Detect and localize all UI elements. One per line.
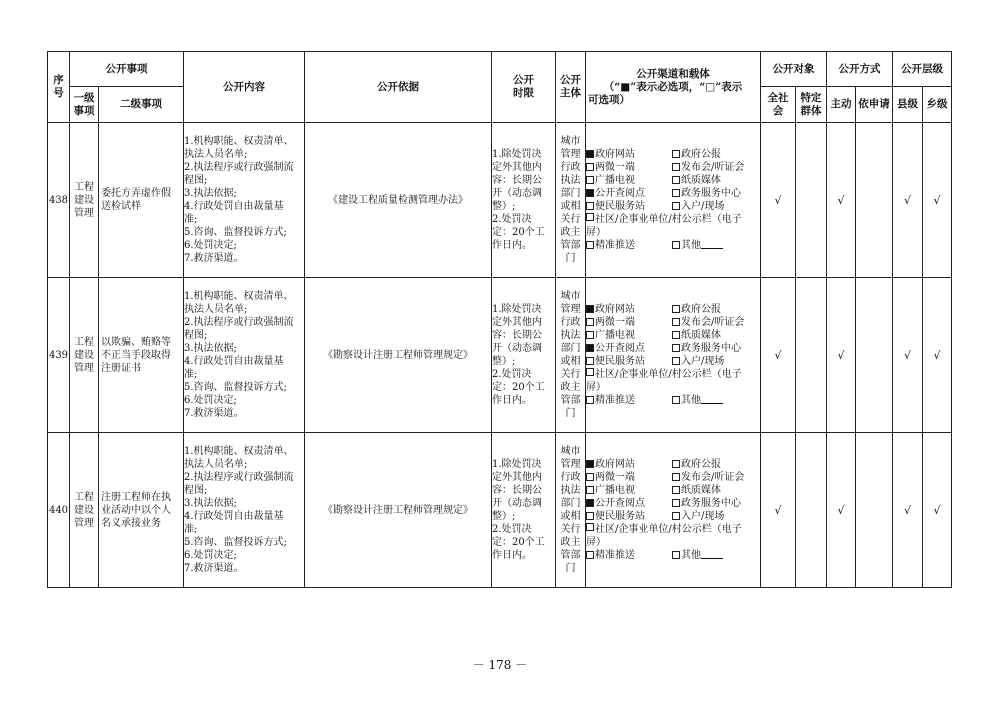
timing-line: 整）; <box>492 511 516 522</box>
check-whole-society: √ <box>761 278 796 433</box>
channel-public-reading: 公开查阅点 <box>595 343 645 354</box>
disclosure-subject: 城市 管理 行政 执法 部门 或相 关行 政主 管部 门 <box>556 433 586 588</box>
timing-line: 2.处罚决 <box>492 524 532 535</box>
header-level1: 一级 事项 <box>70 87 99 123</box>
channel-paper-media: 纸质媒体 <box>681 175 721 186</box>
empty-box-icon <box>586 176 594 184</box>
header-on-request: 依申请 <box>856 87 893 123</box>
timing-line: 开（动态调 <box>492 343 542 354</box>
channel-gov-site: 政府网站 <box>595 304 635 315</box>
channel-door-to-door: 入户/现场 <box>681 511 725 522</box>
contents-line: 6.处罚决定; <box>184 395 237 406</box>
contents-line: 1.机构职能、权责清单、 <box>184 446 294 457</box>
empty-box-icon <box>586 331 594 339</box>
header-level: 公开层级 <box>893 52 952 87</box>
channel-broadcast: 广播电视 <box>595 175 635 186</box>
contents-line: 7.救济渠道。 <box>184 563 244 574</box>
disclosure-basis: 《勘察设计注册工程师管理规定》 <box>305 278 492 433</box>
header-channels <box>586 52 761 123</box>
page-number: － 178 － <box>472 658 528 672</box>
disclosure-timing <box>492 278 556 433</box>
contents-line: 准; <box>184 369 198 380</box>
empty-box-icon <box>672 241 680 249</box>
timing-line: 定外其他内 <box>492 317 542 328</box>
channel-broadcast: 广播电视 <box>595 485 635 496</box>
contents-line: 3.执法依据; <box>184 498 237 509</box>
timing-line: 定：20个工 <box>492 382 545 393</box>
empty-box-icon <box>672 512 680 520</box>
checked-box-icon <box>586 305 594 313</box>
empty-box-icon <box>586 473 594 481</box>
channel-gov-gazette: 政府公报 <box>681 304 721 315</box>
timing-line: 容：长期公 <box>492 330 542 341</box>
header-active: 主动 <box>827 87 856 123</box>
channel-public-reading: 公开查阅点 <box>595 498 645 509</box>
timing-line: 2.处罚决 <box>492 214 532 225</box>
level1-item: 工程 建设 管理 <box>70 123 99 278</box>
channel-community-cont: 屏） <box>586 227 606 238</box>
header-seq: 序 号 <box>48 52 70 123</box>
contents-line: 5.咨询、监督投诉方式; <box>184 227 287 238</box>
timing-line: 1.除处罚决 <box>492 304 542 315</box>
channel-service-station: 便民服务站 <box>595 511 645 522</box>
contents-line: 准; <box>184 214 198 225</box>
contents-line: 执法人员名单; <box>184 459 248 470</box>
checked-box-icon <box>586 189 594 197</box>
disclosure-table <box>47 51 952 588</box>
disclosure-content <box>184 278 305 433</box>
contents-line: 程图; <box>184 485 208 496</box>
contents-line: 1.机构职能、权责清单、 <box>184 291 294 302</box>
header-method: 公开方式 <box>827 52 893 87</box>
check-whole-society: √ <box>761 433 796 588</box>
channel-service-center: 政务服务中心 <box>681 188 741 199</box>
timing-line: 整）; <box>492 201 516 212</box>
check-specific-group <box>796 123 827 278</box>
check-county: √ <box>893 278 923 433</box>
table-row <box>48 433 952 588</box>
disclosure-timing <box>492 123 556 278</box>
channel-precise-push: 精准推送 <box>595 395 635 406</box>
check-county: √ <box>893 433 923 588</box>
header-whole-society: 全社 会 <box>761 87 796 123</box>
empty-box-icon <box>672 499 680 507</box>
contents-line: 5.咨询、监督投诉方式; <box>184 382 287 393</box>
timing-line: 作日内。 <box>492 395 532 406</box>
check-active: √ <box>827 278 856 433</box>
row-number: 440 <box>48 433 70 588</box>
contents-line: 程图; <box>184 175 208 186</box>
checked-box-icon <box>586 499 594 507</box>
empty-box-icon <box>672 473 680 481</box>
channel-door-to-door: 入户/现场 <box>681 201 725 212</box>
header-channels-line2: （“■”表示必选项，“□”表示 <box>603 80 743 93</box>
check-specific-group <box>796 433 827 588</box>
channel-gov-gazette: 政府公报 <box>681 149 721 160</box>
empty-box-icon <box>586 368 594 376</box>
channel-service-station: 便民服务站 <box>595 356 645 367</box>
check-township: √ <box>923 123 952 278</box>
empty-box-icon <box>672 189 680 197</box>
timing-line: 定：20个工 <box>492 227 545 238</box>
empty-box-icon <box>672 396 680 404</box>
check-on-request <box>856 278 893 433</box>
contents-line: 执法人员名单; <box>184 149 248 160</box>
checked-box-icon <box>586 344 594 352</box>
contents-line: 准; <box>184 524 198 535</box>
blank-line <box>701 239 723 249</box>
check-active: √ <box>827 433 856 588</box>
channel-two-micro: 两微一端 <box>595 162 635 173</box>
check-specific-group <box>796 278 827 433</box>
channel-door-to-door: 入户/现场 <box>681 356 725 367</box>
header-basis: 公开依据 <box>305 52 492 123</box>
row-number: 438 <box>48 123 70 278</box>
empty-box-icon <box>586 241 594 249</box>
table-row <box>48 278 952 433</box>
check-township: √ <box>923 278 952 433</box>
empty-box-icon <box>672 176 680 184</box>
contents-line: 4.行政处罚自由裁量基 <box>184 511 284 522</box>
header-township: 乡级 <box>923 87 952 123</box>
empty-box-icon <box>586 318 594 326</box>
timing-line: 容：长期公 <box>492 175 542 186</box>
disclosure-channels <box>586 123 761 278</box>
empty-box-icon <box>586 551 594 559</box>
empty-box-icon <box>672 305 680 313</box>
contents-line: 2.执法程序或行政强制流 <box>184 472 294 483</box>
check-on-request <box>856 433 893 588</box>
empty-box-icon <box>672 486 680 494</box>
check-county: √ <box>893 123 923 278</box>
disclosure-subject: 城市 管理 行政 执法 部门 或相 关行 政主 管部 门 <box>556 123 586 278</box>
channel-press-conf: 发布会/听证会 <box>681 317 745 328</box>
blank-line <box>701 549 723 559</box>
contents-line: 3.执法依据; <box>184 188 237 199</box>
level2-item: 委托方弄虚作假 送检试样 <box>99 123 184 278</box>
check-whole-society: √ <box>761 123 796 278</box>
empty-box-icon <box>672 551 680 559</box>
disclosure-subject: 城市 管理 行政 执法 部门 或相 关行 政主 管部 门 <box>556 278 586 433</box>
level2-item: 以欺骗、贿赂等 不正当手段取得 注册证书 <box>99 278 184 433</box>
header-subject: 公开 主体 <box>556 52 586 123</box>
empty-box-icon <box>586 396 594 404</box>
header-channels-line3: 可选项） <box>588 93 630 106</box>
empty-box-icon <box>672 150 680 158</box>
channel-gov-site: 政府网站 <box>595 459 635 470</box>
level1-item: 工程 建设 管理 <box>70 433 99 588</box>
contents-line: 1.机构职能、权责清单、 <box>184 136 294 147</box>
header-level2: 二级事项 <box>99 87 184 123</box>
empty-box-icon <box>672 331 680 339</box>
channel-other: 其他 <box>681 395 701 406</box>
disclosure-basis: 《建设工程质量检测管理办法》 <box>305 123 492 278</box>
contents-line: 执法人员名单; <box>184 304 248 315</box>
timing-line: 1.除处罚决 <box>492 459 542 470</box>
header-channels-line1: 公开渠道和载体 <box>636 67 710 80</box>
header-target: 公开对象 <box>761 52 827 87</box>
empty-box-icon <box>586 512 594 520</box>
timing-line: 开（动态调 <box>492 498 542 509</box>
timing-line: 1.除处罚决 <box>492 149 542 160</box>
empty-box-icon <box>586 357 594 365</box>
timing-line: 定外其他内 <box>492 162 542 173</box>
channel-other: 其他 <box>681 550 701 561</box>
timing-line: 定外其他内 <box>492 472 542 483</box>
channel-public-reading: 公开查阅点 <box>595 188 645 199</box>
empty-box-icon <box>586 486 594 494</box>
contents-line: 7.救济渠道。 <box>184 408 244 419</box>
header-county: 县级 <box>893 87 923 123</box>
timing-line: 整）; <box>492 356 516 367</box>
channel-service-center: 政务服务中心 <box>681 498 741 509</box>
channel-two-micro: 两微一端 <box>595 317 635 328</box>
empty-box-icon <box>586 213 594 221</box>
header-specific-group: 特定 群体 <box>796 87 827 123</box>
empty-box-icon <box>586 523 594 531</box>
channel-other: 其他 <box>681 240 701 251</box>
table-row <box>48 123 952 278</box>
channel-service-center: 政务服务中心 <box>681 343 741 354</box>
row-number: 439 <box>48 278 70 433</box>
contents-line: 3.执法依据; <box>184 343 237 354</box>
checked-box-icon <box>586 150 594 158</box>
channel-precise-push: 精准推送 <box>595 550 635 561</box>
channel-paper-media: 纸质媒体 <box>681 330 721 341</box>
contents-line: 4.行政处罚自由裁量基 <box>184 356 284 367</box>
check-active: √ <box>827 123 856 278</box>
disclosure-content <box>184 123 305 278</box>
timing-line: 定：20个工 <box>492 537 545 548</box>
channel-gov-gazette: 政府公报 <box>681 459 721 470</box>
checked-box-icon <box>586 460 594 468</box>
contents-line: 5.咨询、监督投诉方式; <box>184 537 287 548</box>
contents-line: 6.处罚决定; <box>184 240 237 251</box>
contents-line: 2.执法程序或行政强制流 <box>184 162 294 173</box>
channel-community-cont: 屏） <box>586 382 606 393</box>
contents-line: 6.处罚决定; <box>184 550 237 561</box>
level2-item: 注册工程师在执 业活动中以个人 名义承接业务 <box>99 433 184 588</box>
contents-line: 2.执法程序或行政强制流 <box>184 317 294 328</box>
channel-gov-site: 政府网站 <box>595 149 635 160</box>
timing-line: 开（动态调 <box>492 188 542 199</box>
disclosure-channels <box>586 278 761 433</box>
timing-line: 2.处罚决 <box>492 369 532 380</box>
channel-paper-media: 纸质媒体 <box>681 485 721 496</box>
empty-box-icon <box>672 460 680 468</box>
empty-box-icon <box>672 357 680 365</box>
contents-line: 程图; <box>184 330 208 341</box>
timing-line: 作日内。 <box>492 240 532 251</box>
empty-box-icon <box>672 202 680 210</box>
disclosure-channels <box>586 433 761 588</box>
timing-line: 作日内。 <box>492 550 532 561</box>
empty-box-icon <box>586 202 594 210</box>
empty-box-icon <box>672 344 680 352</box>
empty-box-icon <box>672 318 680 326</box>
contents-line: 4.行政处罚自由裁量基 <box>184 201 284 212</box>
disclosure-timing <box>492 433 556 588</box>
disclosure-basis: 《勘察设计注册工程师管理规定》 <box>305 433 492 588</box>
contents-line: 7.救济渠道。 <box>184 253 244 264</box>
check-township: √ <box>923 433 952 588</box>
timing-line: 容：长期公 <box>492 485 542 496</box>
check-on-request <box>856 123 893 278</box>
channel-broadcast: 广播电视 <box>595 330 635 341</box>
channel-two-micro: 两微一端 <box>595 472 635 483</box>
channel-community: 社区/企事业单位/村公示栏（电子 <box>595 524 742 535</box>
channel-press-conf: 发布会/听证会 <box>681 472 745 483</box>
blank-line <box>701 394 723 404</box>
channel-precise-push: 精准推送 <box>595 240 635 251</box>
channel-press-conf: 发布会/听证会 <box>681 162 745 173</box>
channel-community-cont: 屏） <box>586 537 606 548</box>
header-time-limit: 公开 时限 <box>492 52 556 123</box>
channel-community: 社区/企事业单位/村公示栏（电子 <box>595 369 742 380</box>
empty-box-icon <box>672 163 680 171</box>
level1-item: 工程 建设 管理 <box>70 278 99 433</box>
header-content: 公开内容 <box>184 52 305 123</box>
channel-service-station: 便民服务站 <box>595 201 645 212</box>
disclosure-content <box>184 433 305 588</box>
channel-community: 社区/企事业单位/村公示栏（电子 <box>595 214 742 225</box>
empty-box-icon <box>586 163 594 171</box>
header-public-item: 公开事项 <box>70 52 184 87</box>
